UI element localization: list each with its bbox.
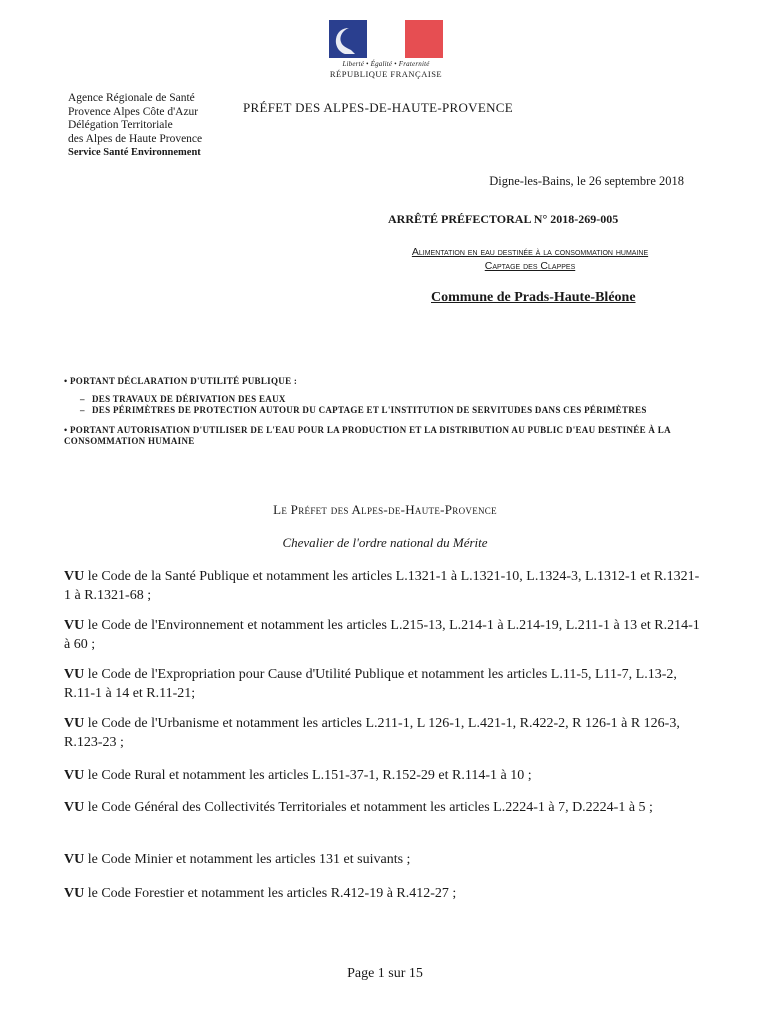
french-flag-icon [329, 20, 443, 58]
vu-text: le Code de l'Urbanisme et notamment les articles L.211-1, L 126-1, L.421-1, R.422-2, R 126-1 à R 126-3, R.123-23 ; [64, 716, 680, 750]
marianne-profile-icon [329, 20, 367, 58]
prefet-heading: Le Préfet des Alpes-de-Haute-Provence [273, 502, 497, 517]
flag-white-band [367, 20, 405, 58]
dash-bullet-icon: – [80, 405, 85, 415]
vu-text: le Code de l'Environnement et notamment les articles L.215-13, L.214-1 à L.214-19, L.211-1 à 13 et R.214-1 à 60 ; [64, 618, 700, 652]
republique-francaise-label: RÉPUBLIQUE FRANÇAISE [329, 69, 443, 79]
portant-section [64, 376, 704, 448]
chevalier-subtitle: Chevalier de l'ordre national du Mérite [282, 535, 488, 550]
vu-text: le Code Rural et notamment les articles L.151-37-1, R.152-29 et R.114-1 à 10 ; [87, 768, 532, 783]
vu-item [64, 616, 704, 654]
vu-item [64, 766, 704, 785]
flag-blue-band [329, 20, 367, 58]
prefet-header-title: PRÉFET DES ALPES-DE-HAUTE-PROVENCE [243, 100, 513, 115]
vu-item [64, 850, 704, 869]
vu-text: le Code Forestier et notamment les articles R.412-19 à R.412-27 ; [87, 886, 457, 901]
vu-text: le Code de l'Expropriation pour Cause d'Utilité Publique et notamment les articles L.11-5, L11-7, L.13-2, R.11-1 à 14 et R.11-21; [64, 667, 677, 701]
agency-line: Provence Alpes Côte d'Azur [68, 105, 199, 118]
portant-item: • PORTANT AUTORISATION D'UTILISER DE L'EAU POUR LA PRODUCTION ET LA DISTRIBUTION AU PUBLIC D'EAU DESTINÉE À LA CONSOMMATION HUMAINE [64, 424, 671, 446]
vu-label: VU [64, 667, 85, 682]
portant-subitem [64, 405, 704, 417]
vu-label: VU [64, 852, 85, 867]
agency-service: Service Santé Environnement [68, 147, 201, 158]
arrete-number: ARRÊTÉ PRÉFECTORAL N° 2018-269-005 [388, 212, 619, 226]
vu-label: VU [64, 800, 85, 815]
vu-label: VU [64, 716, 85, 731]
agency-line: Agence Régionale de Santé [68, 92, 195, 104]
portant-item: • PORTANT DÉCLARATION D'UTILITÉ PUBLIQUE : [64, 376, 298, 386]
vu-item [64, 798, 704, 817]
subject-line: Captage des Clappes [484, 260, 576, 272]
dash-bullet-icon: – [80, 393, 85, 404]
vu-item [64, 714, 704, 752]
portant-subitem-text: DES PÉRIMÈTRES DE PROTECTION AUTOUR DU CAPTAGE ET L'INSTITUTION DE SERVITUDES DANS CES PÉRIMÈTRES [92, 405, 647, 415]
subject-line: Alimentation en eau destinée à la consommation humaine [411, 246, 649, 258]
republic-motto: Liberté • Égalité • Fraternité [342, 60, 430, 68]
page-number: Page 1 sur 15 [347, 966, 423, 981]
agency-block [68, 92, 202, 160]
vu-item [64, 884, 704, 903]
vu-text: le Code de la Santé Publique et notamment les articles L.1321-1 à L.1321-10, L.1324-3, L.1312-1 et R.1321-1 à R.1321-68 ; [64, 569, 700, 603]
vu-label: VU [64, 886, 85, 901]
flag-red-band [405, 20, 443, 58]
vu-label: VU [64, 768, 85, 783]
agency-line: des Alpes de Haute Provence [68, 132, 203, 145]
vu-item [64, 665, 704, 703]
vu-label: VU [64, 618, 85, 633]
portant-subitem [64, 394, 704, 406]
portant-subitem-text: DES TRAVAUX DE DÉRIVATION DES EAUX [92, 393, 286, 404]
republique-logo [326, 20, 446, 79]
vu-item [64, 567, 704, 605]
date-line: Digne-les-Bains, le 26 septembre 2018 [489, 174, 684, 188]
subject-block [340, 245, 720, 273]
vu-text: le Code Minier et notamment les articles 131 et suivants ; [87, 852, 411, 867]
vu-label: VU [64, 569, 85, 584]
commune-title: Commune de Prads-Haute-Bléone [431, 290, 636, 305]
vu-text: le Code Général des Collectivités Territoriales et notamment les articles L.2224-1 à 7, D.2224-1 à 5 ; [87, 800, 653, 815]
agency-line: Délégation Territoriale [68, 119, 173, 131]
